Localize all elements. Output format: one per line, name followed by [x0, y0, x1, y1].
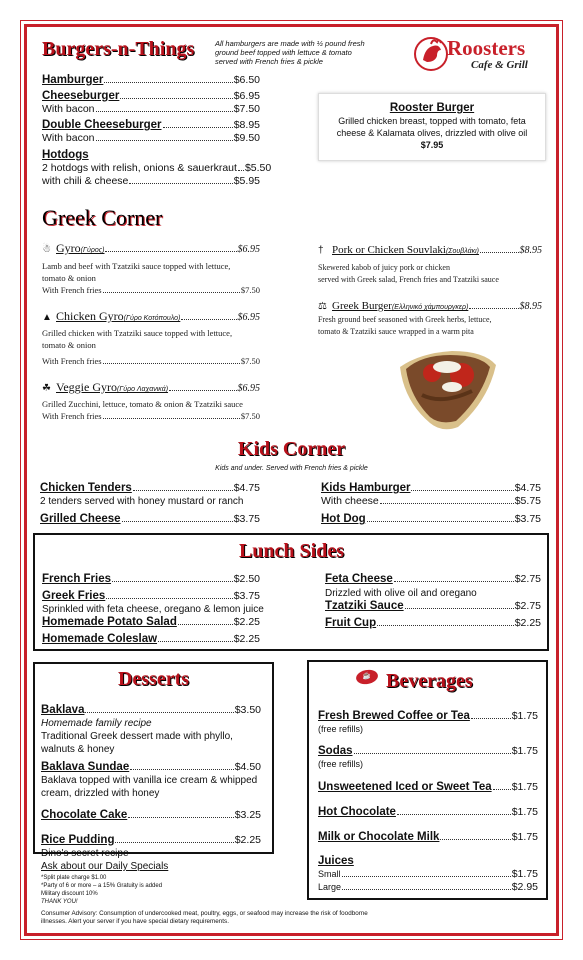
- gyro-item: ☃ Gyro (Γύρος) $6.95: [42, 241, 260, 255]
- greek-burger-item: ⚖ Greek Burger (Ελληνικό χάμπουργκερ) $8.95: [318, 300, 542, 312]
- gyro-photo-image: [392, 345, 500, 433]
- menu-item: Fresh Brewed Coffee or Tea $1.75: [318, 710, 538, 722]
- menu-item-desc: cream, drizzled with honey: [41, 788, 160, 799]
- menu-item-option: With cheese $5.75: [321, 495, 541, 507]
- veggie-icon: ☘: [42, 383, 51, 394]
- menu-item: Sodas $1.75: [318, 745, 538, 757]
- burgers-note: All hamburgers are made with ½ pound fresh ground beef topped with lettuce & tomato served with French fries & pickle: [215, 39, 365, 66]
- skewer-icon: †: [318, 245, 324, 256]
- menu-item: Greek Fries $3.75: [42, 590, 260, 602]
- menu-item: Tzatziki Sauce $2.75: [325, 600, 541, 612]
- menu-item: Hotdogs: [42, 149, 89, 161]
- chicken-gyro-desc: tomato & onion: [42, 340, 96, 350]
- menu-item: French Fries $2.50: [42, 573, 260, 585]
- kids-right: [321, 482, 541, 526]
- menu-item-option: With bacon $9.50: [42, 132, 260, 144]
- gyro-icon: ☃: [42, 244, 51, 255]
- rooster-burger-title: Rooster Burger: [389, 102, 475, 114]
- menu-item: Double Cheeseburger $8.95: [42, 119, 260, 131]
- menu-item: Feta Cheese $2.75: [325, 573, 541, 585]
- rooster-burger-box: [318, 93, 546, 161]
- menu-item-desc: Homemade family recipe: [41, 718, 152, 729]
- menu-item-option: With bacon $7.50: [42, 103, 260, 115]
- sides-right: [325, 573, 541, 630]
- drink-icon: ☕: [355, 668, 379, 686]
- gyro-fries: With French fries $7.50: [42, 285, 260, 295]
- souvlaki-desc: served with Greek salad, French fries and Tzatziki sauce: [318, 275, 499, 284]
- veggie-gyro-fries: With French fries $7.50: [42, 411, 260, 421]
- daily-specials: Ask about our Daily Specials: [41, 861, 169, 872]
- burger-icon: ⚖: [318, 301, 327, 312]
- chicken-gyro-desc: Grilled chicken with Tzatziki sauce topped with lettuce,: [42, 328, 233, 338]
- menu-item-desc: Dino's secret recipe: [41, 848, 129, 859]
- greek-burger-desc: tomato & Tzatziki sauce wrapped in a warm pita: [318, 327, 474, 336]
- desserts-title: Desserts: [117, 668, 190, 690]
- menu-item: Kids Hamburger $4.75: [321, 482, 541, 494]
- menu-item: Rice Pudding $2.25: [41, 834, 261, 846]
- menu-item: Homemade Potato Salad $2.25: [42, 616, 260, 628]
- menu-item-option: with chili & cheese $5.95: [42, 175, 260, 187]
- logo-name: Roosters: [447, 36, 526, 60]
- menu-item: Juices: [318, 855, 354, 867]
- veggie-gyro-item: ☘ Veggie Gyro (Γύρο Λαχανικά) $6.95: [42, 380, 260, 394]
- menu-item-option: Small $1.75: [318, 868, 538, 880]
- veggie-gyro-desc: Grilled Zucchini, lettuce, tomato & onion & Tzatziki sauce: [42, 399, 243, 409]
- menu-item: Chocolate Cake $3.25: [41, 809, 261, 821]
- menu-item: Milk or Chocolate Milk $1.75: [318, 831, 538, 843]
- menu-item: Baklava $3.50: [41, 704, 261, 716]
- menu-item-desc: 2 tenders served with honey mustard or ranch: [40, 496, 244, 507]
- menu-item: Baklava Sundae $4.50: [41, 761, 261, 773]
- menu-item-desc: Drizzled with olive oil and oregano: [325, 588, 477, 599]
- souvlaki-desc: Skewered kabob of juicy pork or chicken: [318, 263, 450, 272]
- greek-right-list: [318, 244, 542, 338]
- menu-item-option: 2 hotdogs with relish, onions & sauerkraut $5.50: [42, 162, 272, 174]
- sides-left: [42, 573, 264, 646]
- kids-title: Kids Corner: [237, 438, 346, 460]
- greek-left-list: [42, 242, 260, 422]
- menu-item-desc: walnuts & honey: [41, 744, 115, 755]
- menu-item-desc: Traditional Greek dessert made with phyllo,: [41, 731, 233, 742]
- menu-item-desc: Baklava topped with vanilla ice cream & whipped: [41, 775, 258, 786]
- souvlaki-item: † Pork or Chicken Souvlaki (Σουβλάκι) $8.95: [318, 244, 542, 256]
- menu-item-desc: (free refills): [318, 724, 364, 734]
- gyro-desc: tomato & onion: [42, 273, 96, 283]
- kids-note: Kids and under. Served with French fries & pickle: [215, 465, 368, 472]
- menu-item: Hot Dog $3.75: [321, 513, 541, 525]
- rooster-burger-price: $7.95: [420, 140, 444, 150]
- burgers-title: Burgers-n-Things: [42, 38, 195, 60]
- logo: [413, 34, 551, 76]
- menu-item: Hamburger $6.50: [42, 74, 260, 86]
- menu-item: Hot Chocolate $1.75: [318, 806, 538, 818]
- menu-item: Unsweetened Iced or Sweet Tea $1.75: [318, 781, 538, 793]
- desserts-list: [41, 704, 261, 860]
- menu-item: Homemade Coleslaw $2.25: [42, 633, 260, 645]
- kids-left: [40, 482, 260, 526]
- lunch-sides-title: Lunch Sides: [238, 540, 345, 562]
- menu-item: Chicken Tenders $4.75: [40, 482, 260, 494]
- chicken-gyro-item: ▲ Chicken Gyro (Γύρο Κοτόπουλο) $6.95: [42, 309, 260, 323]
- menu-item-desc: (free refills): [318, 759, 364, 769]
- beverages-title: Beverages: [386, 670, 473, 692]
- chicken-icon: ▲: [42, 312, 52, 323]
- menu-item: Cheeseburger $6.95: [42, 90, 260, 102]
- menu-item: Fruit Cup $2.25: [325, 617, 541, 629]
- chicken-gyro-fries: With French fries $7.50: [42, 356, 260, 366]
- menu-item: Grilled Cheese $3.75: [40, 513, 260, 525]
- consumer-advisory: Consumer Advisory: Consumption of undercooked meat, poultry, eggs, or seafood may increase the risk of foodborne illnesses. Alert your server if you have special dietary requirements.: [41, 910, 368, 925]
- beverages-list: [318, 710, 538, 894]
- greek-title: Greek Corner: [42, 205, 163, 230]
- fine-print: *Split plate charge $1.00 *Party of 6 or more – a 15% Gratuity is added Military discount 10% THANK YOU!: [41, 875, 163, 905]
- logo-tagline: Cafe & Grill: [471, 59, 528, 71]
- greek-burger-desc: Fresh ground beef seasoned with Greek herbs, lettuce,: [318, 315, 492, 324]
- rooster-burger-desc: cheese & Kalamata olives, drizzled with olive oil: [336, 128, 528, 138]
- menu-item-desc: Sprinkled with feta cheese, oregano & lemon juice: [42, 604, 264, 615]
- rooster-burger-desc: Grilled chicken breast, topped with tomato, feta: [338, 116, 526, 126]
- gyro-desc: Lamb and beef with Tzatziki sauce topped with lettuce,: [42, 261, 231, 271]
- menu-item-option: Large $2.95: [318, 881, 538, 893]
- burgers-list: [42, 74, 272, 188]
